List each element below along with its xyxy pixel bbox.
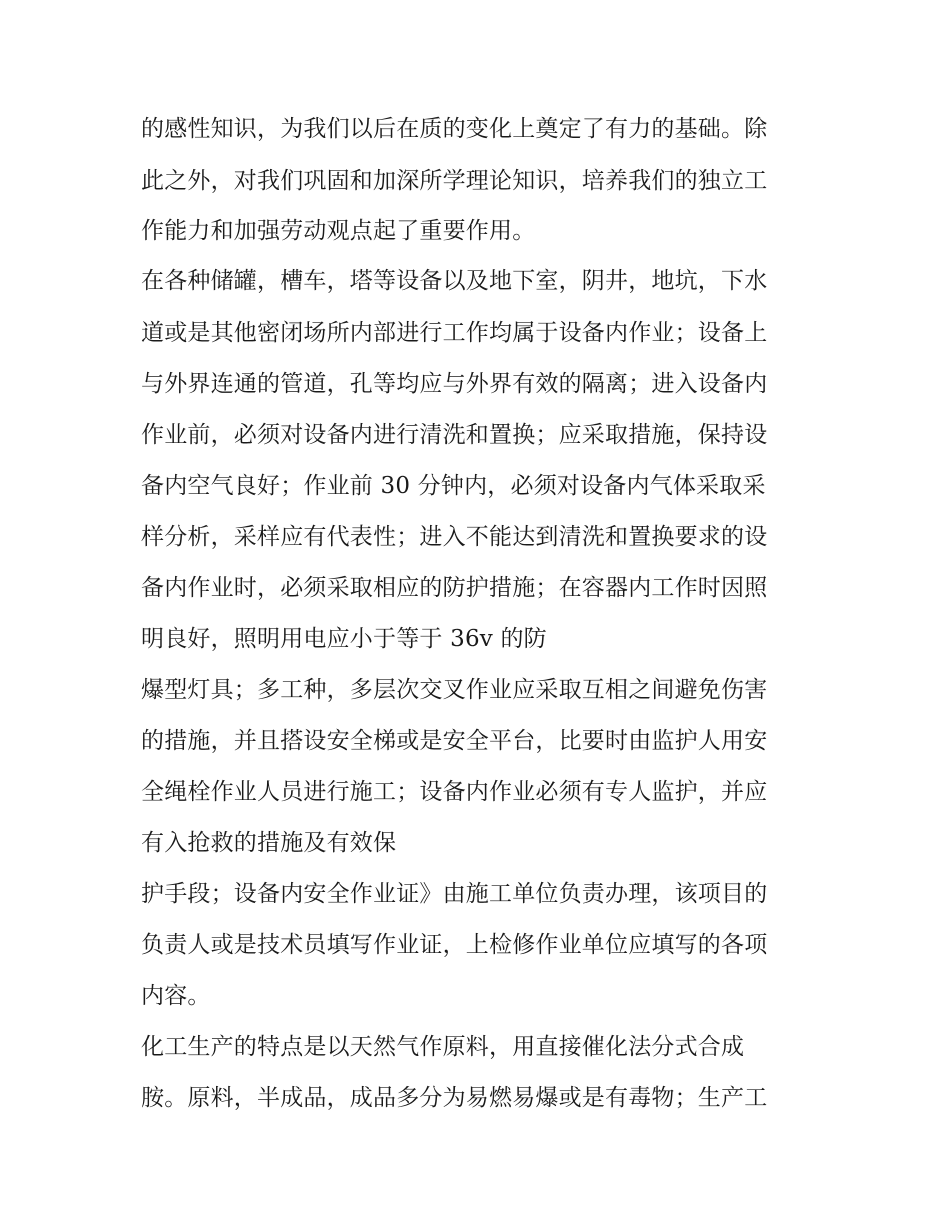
text-line: 与外界连通的管道，孔等均应与外界有效的隔离；进入设备内 [141,371,768,397]
text-line: 护手段；设备内安全作业证》由施工单位负责办理，该项目的 [141,881,768,907]
text-line: 备内空气良好；作业前 30 分钟内，必须对设备内气体采取采 [141,473,766,499]
text-line: 的措施，并且搭设安全梯或是安全平台，比要时由监护人用安 [141,728,768,754]
text-line: 化工生产的特点是以天然气作原料，用直接催化法分式合成 [141,1034,745,1060]
text-line: 备内作业时，必须采取相应的防护措施；在容器内工作时因照 [141,575,768,601]
text-line: 样分析，采样应有代表性；进入不能达到清洗和置换要求的设 [141,524,768,550]
text-line: 内容。 [141,983,211,1009]
text-line: 的感性知识，为我们以后在质的变化上奠定了有力的基础。除 [141,116,768,142]
text-line: 有入抢救的措施及有效保 [141,830,397,856]
text-line: 负责人或是技术员填写作业证，上检修作业单位应填写的各项 [141,932,768,958]
text-line: 在各种储罐，槽车，塔等设备以及地下室，阴井，地坑，下水 [141,268,768,294]
text-line: 胺。原料，半成品，成品多分为易燃易爆或是有毒物；生产工 [141,1085,768,1111]
text-line: 道或是其他密闭场所内部进行工作均属于设备内作业；设备上 [141,320,768,346]
text-line: 爆型灯具；多工种，多层次交叉作业应采取互相之间避免伤害 [141,677,768,703]
text-line: 全绳栓作业人员进行施工；设备内作业必须有专人监护，并应 [141,779,768,805]
text-line: 此之外，对我们巩固和加深所学理论知识，培养我们的独立工 [141,168,768,194]
text-line: 明良好，照明用电应小于等于 36v 的防 [141,626,547,652]
text-line: 作能力和加强劳动观点起了重要作用。 [141,218,536,244]
text-line: 作业前，必须对设备内进行清洗和置换；应采取措施，保持设 [141,422,768,448]
